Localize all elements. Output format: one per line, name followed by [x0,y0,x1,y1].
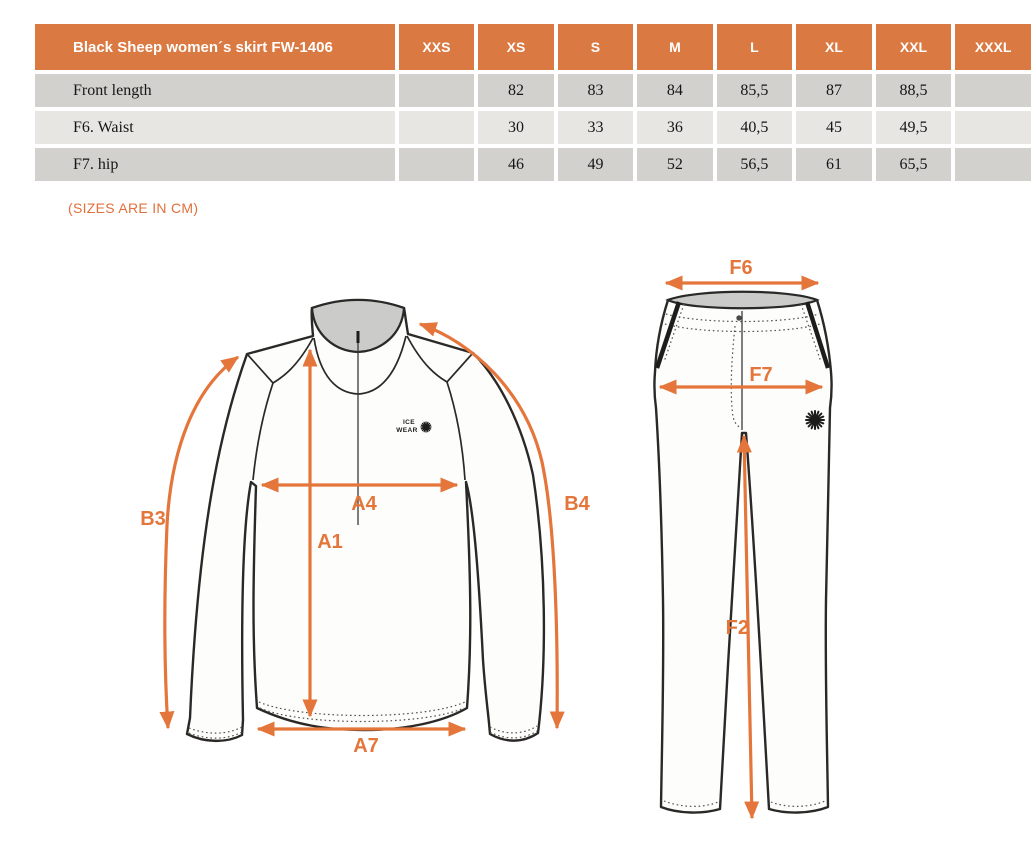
pants-label-f2: F2 [725,617,749,639]
column-header-xs: XS [478,24,554,70]
waist-opening [668,292,817,309]
shirt-label-a1: A1 [317,531,343,553]
measure-arrow-f6 [666,257,818,283]
cell: 82 [478,74,554,107]
column-header-xl: XL [796,24,871,70]
cell: 88,5 [876,74,952,107]
shirt-label-b3: B3 [140,508,166,530]
column-header-m: M [637,24,712,70]
shirt-label-a4: A4 [351,493,377,515]
cell: 33 [558,111,633,144]
row-label: F6. Waist [35,111,395,144]
shirt-diagram [140,300,590,757]
cell: 87 [796,74,871,107]
row-label: Front length [35,74,395,107]
column-header-xxxl: XXXL [955,24,1031,70]
snowflake-icon [421,422,431,432]
column-header-s: S [558,24,633,70]
cell: 84 [637,74,712,107]
snowflake-icon [806,411,824,429]
cell: 61 [796,148,871,181]
cell: 30 [478,111,554,144]
cell: 52 [637,148,712,181]
row-label: F7. hip [35,148,395,181]
shirt-outline [187,301,544,741]
pants-label-f7: F7 [749,364,773,386]
cell: 85,5 [717,74,793,107]
waist-button [736,315,741,320]
logo-text-ice: ICE [402,419,416,426]
table-title: Black Sheep women´s skirt FW-1406 [35,24,395,70]
column-header-xxl: XXL [876,24,952,70]
shirt-label-a7: A7 [353,735,379,757]
cell: 56,5 [717,148,793,181]
column-header-l: L [717,24,793,70]
shirt-label-b4: B4 [564,493,590,515]
cell: 45 [796,111,871,144]
sizes-note: (SIZES ARE IN CM) [68,200,199,216]
pants-diagram [654,257,831,818]
cell: 65,5 [876,148,952,181]
column-header-xxs: XXS [399,24,475,70]
cell: 46 [478,148,554,181]
pants-outline [654,293,831,812]
pants-label-f6: F6 [729,257,753,279]
cell: 40,5 [717,111,793,144]
cell: 36 [637,111,712,144]
cell: 83 [558,74,633,107]
measure-arrow-a7 [258,729,465,757]
logo-text-wear: WEAR [396,427,418,434]
cell: 49,5 [876,111,952,144]
measurement-diagrams [0,20,1035,864]
cell: 49 [558,148,633,181]
